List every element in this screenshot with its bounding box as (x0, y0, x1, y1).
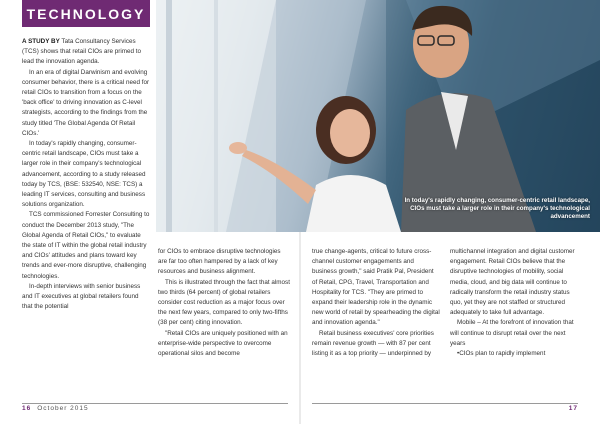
paragraph: "Retail CIOs are uniquely positioned with an enterprise-wide perspective to overcome operational silos and become (158, 329, 288, 358)
bullet-item: • CIOs plan to rapidly implement (450, 349, 578, 359)
footer-rule-right (312, 403, 578, 404)
paragraph: In an era of digital Darwinism and evolving consumer behavior, there is a critical need for retail CIOs to transition from a focus on the 'back office' to driving innovation as C-level strategists, according to the findings from the study titled 'The Global Agenda Of Retail CIOs.' (22, 68, 150, 137)
lead-in: A STUDY BY (22, 38, 60, 45)
paragraph: In-depth interviews with senior business and IT executives at global retailers found that the potential (22, 282, 141, 311)
paragraph: This is illustrated through the fact that almost two thirds (64 percent) of global retailers consider cost reduction as a major focus over the next few years, compared to only two-fifths (38 per cent) citing innovation. (158, 278, 290, 327)
article-photo (156, 0, 600, 232)
issue-date: October 2015 (37, 405, 89, 412)
photo-caption: In today's rapidly changing, consumer-centric retail landscape, CIOs must take a larger role in their company's technological advancement (404, 197, 590, 220)
paragraph: for CIOs to embrace disruptive technologies are far too often hampered by a lack of key resources and business alignment. (158, 248, 281, 276)
section-tab (22, 0, 150, 27)
page-spine (299, 232, 301, 424)
text-column-2 (158, 247, 290, 359)
paragraph: Mobile – At the forefront of innovation that will continue to disrupt retail over the next years (450, 319, 574, 347)
paragraph: TCS commissioned Forrester Consulting to conduct the December 2013 study, "The Global Agenda of Retail CIOs," to evaluate the state of IT within the global retail industry and CIOs' attitudes and plans toward key trends and ever-more disruptive, challenging technologies. (22, 211, 150, 280)
footer-rule-left (22, 403, 288, 404)
paragraph: In today's rapidly changing, consumer-centric retail landscape, CIOs must take a larger role in their company's technological advancement, according to a study released today by TCS, (BSE: 532540, NSE: TCS) a leading IT services, consulting and business solutions organization. (22, 140, 146, 209)
section-label: TECHNOLOGY (26, 5, 146, 22)
page-number-left: 16 (22, 405, 32, 412)
paragraph: Retail business executives' core priorities remain revenue growth — with 87 per cent listing it as a top priority — underpinned by (312, 329, 434, 358)
folio-left (22, 405, 89, 412)
text-column-4 (450, 247, 578, 359)
paragraph: true change-agents, critical to future cross-channel customer engagements and business growth," said Pratik Pal, President of Retail, CPG, Travel, Transportation and Hospitality for TCS. "They are primed to expand their leadership role in the dynamic new world of retail by spearheading the digital and innovation agenda." (312, 248, 440, 327)
text-column-3 (312, 247, 440, 359)
paragraph: A STUDY BY Tata Consultancy Services (TCS) shows that retail CIOs are primed to lead the innovation agenda. (22, 38, 141, 66)
paragraph: multichannel integration and digital customer engagement. Retail CIOs believe that the disruptive technologies of mobility, social media, cloud, and big data will continue to radically transform the retail industry status quo, yet they are not staffed or structured adequately to take full advantage. (450, 248, 575, 317)
text-column-1 (22, 37, 150, 312)
page-number-right: 17 (568, 405, 578, 412)
